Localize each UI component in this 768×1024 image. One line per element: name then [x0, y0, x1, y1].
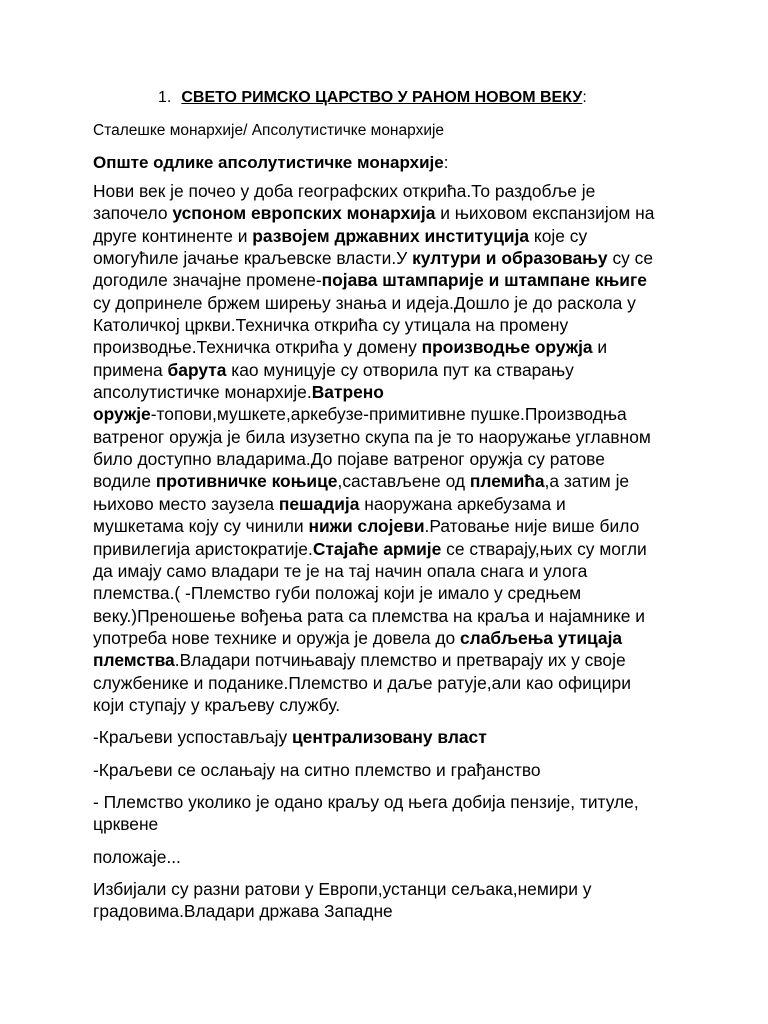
text-run: које су	[529, 225, 588, 246]
heading-title: СВЕТО РИМСКО ЦАРСТВО У РАНОМ НОВОМ ВЕКУ	[181, 89, 583, 106]
bold-phrase: оружје	[93, 404, 151, 425]
text-run: привилегија аристократије.	[93, 538, 313, 559]
bold-phrase: нижи слојеви	[308, 516, 425, 537]
text-run: да имају само владари те је на тај начин опала снага и улога	[93, 560, 588, 581]
bold-phrase: пешадија	[278, 493, 360, 514]
text-line	[93, 359, 654, 381]
text-line	[93, 672, 654, 694]
text-line	[93, 493, 654, 515]
text-line	[93, 202, 654, 224]
paragraph-gap	[93, 868, 654, 878]
text-line	[93, 627, 654, 649]
text-run: било доступно владарима.До појаве ватреног оружја су ратове	[93, 449, 605, 470]
paragraph-gap	[93, 749, 654, 759]
text-run: започело	[93, 203, 173, 224]
text-line	[93, 336, 654, 358]
text-line	[93, 247, 654, 269]
text-line	[93, 791, 654, 813]
bold-phrase: Ватрено	[311, 382, 384, 403]
text-run: племства.( -Племство губи положај који је имало у средњем	[93, 583, 582, 604]
text-run: који ступају у краљеву службу.	[93, 694, 341, 715]
text-run: ватреног оружја је била изузетно скупа па је то наоружање углавном	[93, 426, 651, 447]
bold-phrase: централизовану власт	[291, 727, 487, 748]
text-run: .Ратовање није више било	[424, 516, 640, 537]
text-run: службенике и поданике.Племство и даље ратује,али као официри	[93, 672, 631, 693]
subtitle: Сталешке монархије/ Апсолутистичке монархије	[93, 122, 445, 139]
text-run: -Краљеви успостављају	[93, 727, 292, 748]
paragraph-gap	[93, 781, 654, 791]
text-line	[93, 403, 654, 425]
text-run: црквене	[93, 814, 159, 835]
text-line	[93, 759, 654, 781]
text-line	[93, 448, 654, 470]
text-line	[93, 426, 654, 448]
text-run: примена	[93, 359, 168, 380]
text-run: ,састављене од	[337, 471, 470, 492]
bold-phrase: развојем државних институција	[252, 225, 530, 246]
bold-phrase: слабљења утицаја	[460, 627, 623, 648]
text-run: као муницује су отворила пут ка стварању	[226, 359, 574, 380]
section-title: Опште одлике апсолутистичке монархије	[93, 153, 444, 172]
document-heading	[158, 88, 587, 108]
text-line	[93, 560, 654, 582]
text-run: омогућиле јачање краљевске власти.У	[93, 248, 413, 269]
section-heading	[93, 152, 448, 174]
paragraph-gap	[93, 836, 654, 846]
bold-phrase: барута	[167, 359, 227, 380]
bold-phrase: култури и образовању	[412, 248, 608, 269]
text-run: Нови век је почео у доба географских открића.То раздобље је	[93, 181, 596, 201]
text-run: апсолутистичке монархије.	[93, 382, 312, 403]
text-line	[93, 649, 654, 671]
section-colon: :	[443, 153, 449, 172]
text-line	[93, 813, 654, 835]
bold-phrase: племића	[469, 471, 545, 492]
text-line	[93, 582, 654, 604]
text-line	[93, 900, 654, 922]
text-run: њихово место заузела	[93, 493, 279, 514]
text-run: ,а затим је	[544, 471, 630, 492]
text-run: -топови,мушкете,аркебузе-примитивне пушке.Производња	[150, 404, 627, 425]
bold-phrase: производње оружја	[421, 337, 593, 358]
text-line	[93, 694, 654, 716]
text-run: Католичкој цркви.Техничка открића су утицала на промену	[93, 315, 569, 336]
text-line	[93, 878, 654, 900]
heading-colon: :	[582, 89, 587, 106]
text-line	[93, 381, 654, 403]
text-run: су се	[607, 248, 654, 269]
text-run: - Племство уколико је одано краљу од њега добија пензије, титуле,	[93, 791, 639, 812]
text-run: .Владари потчињавају племство и претварају их у своје	[174, 650, 626, 671]
text-run: друге континенте и	[93, 225, 253, 246]
heading-number: 1.	[158, 89, 172, 106]
text-run: Избијали су разни ратови у Европи,устанци сељака,немири у	[93, 878, 592, 899]
text-line	[93, 314, 654, 336]
text-run: су допринеле бржем ширењу знања и идеја.Дошло је до раскола у	[93, 292, 636, 313]
text-run: употреба нове технике и оружја је довела до	[93, 627, 460, 648]
text-run: мушкетама коју су чинили	[93, 516, 309, 537]
text-run: и	[592, 337, 608, 358]
text-run: догодиле значајне промене-	[93, 270, 322, 291]
text-run: -Краљеви се ослањају на ситно племство и грађанство	[93, 759, 541, 780]
text-line	[93, 846, 654, 868]
text-line	[93, 726, 654, 748]
text-line	[93, 605, 654, 627]
text-run: и њиховом експанзијом на	[435, 203, 655, 224]
text-run: веку.)Преношење вођења рата са племства на краља и најамнике и	[93, 605, 645, 626]
bold-phrase: појава штампарије и штампане књиге	[321, 270, 647, 291]
text-line	[93, 292, 654, 314]
bold-phrase: Стајаће армије	[312, 538, 442, 559]
text-run: се стварају,њих су могли	[441, 538, 647, 559]
text-run: производње.Техничка открића у домену	[93, 337, 422, 358]
bold-phrase: племства	[93, 650, 175, 671]
text-line	[93, 225, 654, 247]
text-line	[93, 515, 654, 537]
text-line	[93, 538, 654, 560]
text-line	[93, 470, 654, 492]
text-line	[93, 269, 654, 291]
text-run: градовима.Владари држава Западне	[93, 901, 393, 922]
text-run: водиле	[93, 471, 156, 492]
body-text	[93, 180, 654, 923]
text-run: положаје...	[93, 846, 181, 867]
bold-phrase: противничке коњице	[155, 471, 338, 492]
bold-phrase: успоном европских монархија	[172, 203, 436, 224]
paragraph-gap	[93, 716, 654, 726]
text-run: наоружана аркебузама и	[359, 493, 566, 514]
text-line	[93, 180, 654, 202]
